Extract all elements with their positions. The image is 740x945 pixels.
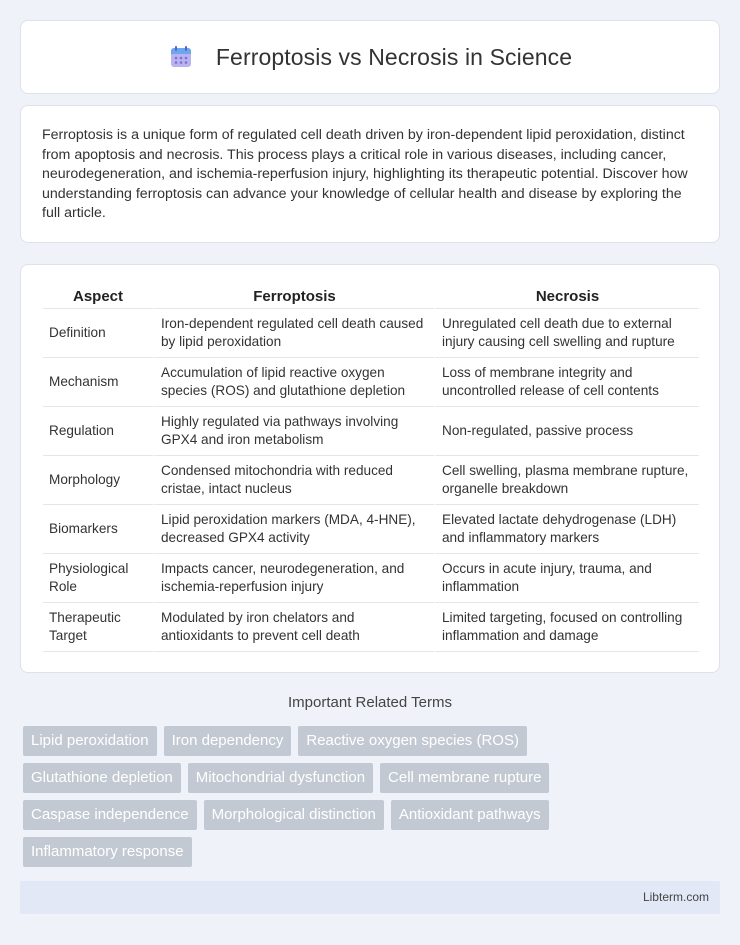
- header-necrosis: Necrosis: [434, 287, 699, 309]
- aspect-cell: Biomarkers: [43, 505, 153, 554]
- necrosis-cell: Unregulated cell death due to external injury causing cell swelling and rupture: [434, 309, 699, 358]
- ferroptosis-cell: Iron-dependent regulated cell death caused by lipid peroxidation: [153, 309, 434, 358]
- aspect-cell: Morphology: [43, 456, 153, 505]
- ferroptosis-cell: Highly regulated via pathways involving GPX4 and iron metabolism: [153, 407, 434, 456]
- comparison-table: [43, 287, 699, 652]
- table-row: [43, 554, 699, 603]
- table-row: [43, 505, 699, 554]
- necrosis-cell: Cell swelling, plasma membrane rupture, organelle breakdown: [434, 456, 699, 505]
- term-tag[interactable]: Cell membrane rupture: [380, 763, 549, 793]
- table-header-row: [43, 287, 699, 309]
- table-row: [43, 358, 699, 407]
- term-row: [23, 726, 623, 756]
- ferroptosis-cell: Accumulation of lipid reactive oxygen species (ROS) and glutathione depletion: [153, 358, 434, 407]
- aspect-cell: Physiological Role: [43, 554, 153, 603]
- aspect-cell: Regulation: [43, 407, 153, 456]
- title-card: [20, 20, 720, 94]
- term-row: [23, 837, 623, 867]
- term-row: [23, 763, 623, 793]
- table-row: [43, 407, 699, 456]
- term-tag[interactable]: Lipid peroxidation: [23, 726, 157, 756]
- table-row: [43, 309, 699, 358]
- intro-text: Ferroptosis is a unique form of regulated cell death driven by iron-dependent lipid peroxidation, distinct from apoptosis and necrosis. This process plays a critical role in various diseases, including cancer, neurodegeneration, and ischemia-reperfusion injury, highlighting its therapeutic potential. Discover how understanding ferroptosis can advance your knowledge of cellular health and disease by exploring the full article.: [42, 127, 688, 222]
- necrosis-cell: Elevated lactate dehydrogenase (LDH) and inflammatory markers: [434, 505, 699, 554]
- aspect-cell: Mechanism: [43, 358, 153, 407]
- ferroptosis-cell: Impacts cancer, neurodegeneration, and ischemia-reperfusion injury: [153, 554, 434, 603]
- page-title: Ferroptosis vs Necrosis in Science: [215, 43, 573, 70]
- necrosis-cell: Non-regulated, passive process: [434, 407, 699, 456]
- ferroptosis-cell: Condensed mitochondria with reduced cristae, intact nucleus: [153, 456, 434, 505]
- term-tag[interactable]: Morphological distinction: [204, 800, 384, 830]
- calendar-icon: [168, 44, 194, 70]
- related-terms: [23, 726, 623, 874]
- necrosis-cell: Occurs in acute injury, trauma, and inflammation: [434, 554, 699, 603]
- term-tag[interactable]: Iron dependency: [164, 726, 292, 756]
- ferroptosis-cell: Lipid peroxidation markers (MDA, 4-HNE), decreased GPX4 activity: [153, 505, 434, 554]
- term-tag[interactable]: Inflammatory response: [23, 837, 192, 867]
- header-ferroptosis: Ferroptosis: [153, 287, 434, 309]
- term-tag[interactable]: Glutathione depletion: [23, 763, 181, 793]
- necrosis-cell: Loss of membrane integrity and uncontrolled release of cell contents: [434, 358, 699, 407]
- intro-card: [20, 105, 720, 243]
- footer: [20, 881, 720, 914]
- aspect-cell: Definition: [43, 309, 153, 358]
- table-row: [43, 603, 699, 652]
- comparison-card: [20, 264, 720, 673]
- necrosis-cell: Limited targeting, focused on controlling inflammation and damage: [434, 603, 699, 652]
- table-row: [43, 456, 699, 505]
- term-row: [23, 800, 623, 830]
- aspect-cell: Therapeutic Target: [43, 603, 153, 652]
- term-tag[interactable]: Reactive oxygen species (ROS): [298, 726, 527, 756]
- header-aspect: Aspect: [43, 287, 153, 309]
- term-tag[interactable]: Antioxidant pathways: [391, 800, 549, 830]
- related-terms-heading: Important Related Terms: [288, 694, 452, 711]
- footer-site-link[interactable]: Libterm.com: [642, 890, 709, 904]
- ferroptosis-cell: Modulated by iron chelators and antioxidants to prevent cell death: [153, 603, 434, 652]
- term-tag[interactable]: Mitochondrial dysfunction: [188, 763, 373, 793]
- term-tag[interactable]: Caspase independence: [23, 800, 197, 830]
